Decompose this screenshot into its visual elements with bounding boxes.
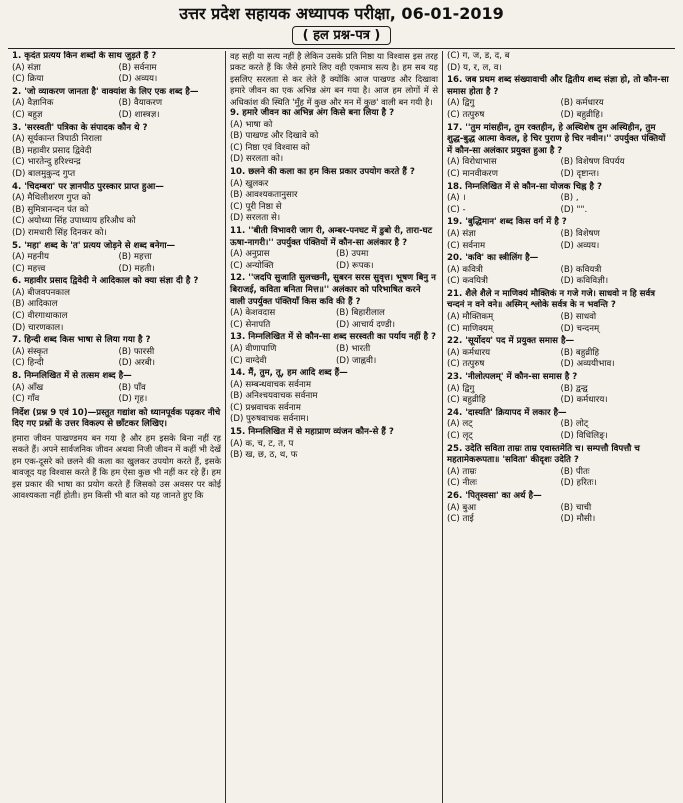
answer-options xyxy=(12,134,221,180)
question-text xyxy=(12,371,221,383)
answer-option: (D) बहुव्रीहि। xyxy=(560,109,604,120)
answer-option: (C) सेनापति xyxy=(230,319,271,330)
answer-option: (A) क, च, ट, त, प xyxy=(230,438,294,449)
answer-options xyxy=(230,439,438,462)
question-item xyxy=(12,371,221,406)
answer-option: (D) गृह। xyxy=(118,394,148,405)
answer-options xyxy=(12,252,221,275)
answer-options xyxy=(447,348,670,371)
answer-option: (D) कर्मधारय। xyxy=(560,395,608,406)
answer-option: (C) माणिक्यम् xyxy=(447,323,493,334)
question-text xyxy=(230,273,438,308)
question-item xyxy=(447,75,670,121)
page-title: उत्तर प्रदेश सहायक अध्यापक परीक्षा, 06-01-2019 xyxy=(179,4,504,23)
answer-option: (A) वीणापाणि xyxy=(230,343,277,354)
answer-option: (B) उपमा xyxy=(336,249,369,260)
answer-option: (D) अव्यय। xyxy=(560,240,600,251)
answer-options xyxy=(447,265,670,288)
answer-option: (B) साधवो xyxy=(560,312,597,323)
answer-option: (B) महावीर प्रसाद द्विवेदी xyxy=(12,145,92,156)
answer-option: (D) सरलता को। xyxy=(230,154,284,165)
answer-options xyxy=(447,312,670,335)
question-item xyxy=(447,289,670,335)
question-text xyxy=(230,427,438,439)
question-number: 15. xyxy=(230,427,246,438)
answer-option: (B) वैयाकरण xyxy=(118,98,163,109)
answer-option: (D) जाह्नवी। xyxy=(336,355,377,366)
question-stem: 'बुद्धिमान' शब्द किस वर्ग में है ? xyxy=(465,217,567,228)
answer-option: (B) पीतः xyxy=(560,466,590,477)
answer-options xyxy=(230,380,438,426)
answer-option: (A) द्विगु xyxy=(447,383,475,394)
question-stem: निम्नलिखित में से तत्सम शब्द है— xyxy=(24,371,132,382)
answer-option: (B) ख, छ, ठ, थ, फ xyxy=(230,450,298,461)
answer-option: (C) सर्वनाम xyxy=(447,240,486,251)
question-item xyxy=(12,123,221,181)
answer-option: (A) सूर्यकान्त त्रिपाठी निराला xyxy=(12,134,103,145)
question-text xyxy=(230,332,438,344)
answer-option: (D) शास्त्रज्ञ। xyxy=(118,109,160,120)
question-text xyxy=(12,51,221,63)
answer-option: (B) भारती xyxy=(336,343,371,354)
question-item xyxy=(230,273,438,331)
answer-option: (B) पाँव xyxy=(118,382,146,393)
column-3 xyxy=(443,51,674,803)
question-stem: कृदंत प्रत्यय किन शब्दों के साथ जुड़ते हैं ? xyxy=(24,51,157,61)
answer-option: (D) बालमुकुन्द गुप्त xyxy=(12,168,76,179)
answer-options xyxy=(230,249,438,272)
question-number: 2. xyxy=(12,86,22,97)
answer-option: (D) य, र, ल, व। xyxy=(447,62,502,73)
answer-option: (C) वाग्देवी xyxy=(230,355,267,366)
question-item xyxy=(447,408,670,443)
question-stem: महावीर प्रसाद द्विवेदी ने आदिकाल को क्या संज्ञा दी है ? xyxy=(24,276,199,287)
answer-option: (A) सम्बन्धवाचक सर्वनाम xyxy=(230,379,312,390)
answer-option: (B) अनिश्चयवाचक सर्वनाम xyxy=(230,391,318,402)
question-number: 18. xyxy=(447,181,463,192)
question-item xyxy=(230,368,438,426)
answer-option: (A) भाषा को xyxy=(230,119,273,130)
answer-option: (D) पुरुषवाचक सर्वनाम। xyxy=(230,414,309,425)
question-stem: ''जदपि सुजाति सुलच्छनी, सुबरन सरस सुवृत्त। भूषण बिनु न बिराजई, कविता बनिता मित्त॥'' अलंकार को परिभाषित करने वाली उपर्युक्त पंक्तियाँ किस कवि की हैं ? xyxy=(230,273,436,307)
answer-option: (C) तत्पुरुष xyxy=(447,109,485,120)
page-header xyxy=(8,4,675,49)
answer-option: (A) अनुप्रास xyxy=(230,249,270,260)
question-text xyxy=(230,108,438,120)
question-stem: ''तुम मांसहीन, तुम रक्तहीन, हे अस्थिशेष तुम अस्थिहीन, तुम शुद्ध-बुद्ध आत्मा केवल, हे चिर पुराण हे चिर नवीन।'' उपर्युक्त पंक्तियों में कौन-सा अलंकार प्रयुक्त हुआ है ? xyxy=(447,122,666,156)
answer-option: (D) महती। xyxy=(118,263,155,274)
question-item xyxy=(447,217,670,252)
question-text xyxy=(230,368,438,380)
answer-option: (A) खुलकर xyxy=(230,178,269,189)
answer-options xyxy=(230,308,438,331)
answer-options xyxy=(230,120,438,166)
passage-text: वह सही या सत्य नहीं है लेकिन उसके प्रति निष्ठा या विश्वास इस तरह प्रकट करते हैं कि जैसे हमारे लिए वही एकमात्र सत्य है। हम सब यह इसलिए सरलता से कर लेते हैं क्योंकि आज पाखण्ड और दिखावा हमारे जीवन का एक अभिन्न अंग बन गया है। आज हम लोगों में से अधिकांश की स्थिति 'मुँह में कुछ और मन में कुछ' वाली बन गयी है। xyxy=(230,51,438,107)
question-stem: छलने की कला का हम किस प्रकार उपयोग करते हैं ? xyxy=(248,167,415,177)
answer-option: (C) प्रश्नवाचक सर्वनाम xyxy=(230,402,301,413)
answer-option: (B) बहुव्रीहि xyxy=(560,347,600,358)
answer-option: (B) चाची xyxy=(560,502,592,513)
answer-option: (A) लट् xyxy=(447,419,473,430)
answer-option: (D) हरितः। xyxy=(560,478,597,489)
question-item xyxy=(12,182,221,240)
answer-option: (C) ग, ज, ड, द, ब xyxy=(447,51,510,61)
answer-option: (D) सरलता से। xyxy=(230,213,281,224)
question-number: 21. xyxy=(447,288,463,299)
question-text xyxy=(447,372,670,384)
passage-text: हमारा जीवन पाखण्डमय बन गया है और हम इसके बिना नहीं रह सकते हैं। अपने सार्वजनिक जीवन अथवा निजी जीवन में कहीं भी देखें हम एक-दूसरे को छलने की कला का खुलकर उपयोग करते हैं, इसके बावजूद यह विश्वास करते हैं कि हम ऐसा कुछ भी नहीं कर रहे हैं। हम इस प्रकार की भाषा का प्रयोग करते हैं जिसको उस अवसर पर कोई आवश्यकता नहीं होती। हम किसी भी बात को यह जानते हुए कि xyxy=(12,433,221,501)
answer-option: (B) पाखण्ड और दिखावे को xyxy=(230,131,319,142)
question-stem: 'जो व्याकरण जानता है' वाक्यांश के लिए एक शब्द है— xyxy=(24,86,199,97)
answer-option: (B) फारसी xyxy=(118,346,155,357)
question-item xyxy=(447,491,670,526)
answer-option: (B) , xyxy=(560,193,579,204)
answer-option: (A) विरोधाभास xyxy=(447,157,497,168)
question-text xyxy=(447,217,670,229)
question-text xyxy=(12,335,221,347)
question-number: 7. xyxy=(12,335,22,346)
answer-option: (B) सर्वनाम xyxy=(118,62,157,73)
question-item xyxy=(230,427,438,462)
answer-option: (D) विधिलिङ्। xyxy=(560,431,608,441)
question-stem: 'चिदम्बरा' पर ज्ञानपीठ पुरस्कार प्राप्त हुआ— xyxy=(24,181,164,192)
question-text xyxy=(447,75,670,98)
question-number: 24. xyxy=(447,407,463,418)
question-stem: 'पितृस्वसा' का अर्थ है— xyxy=(465,490,542,501)
question-text xyxy=(447,289,670,312)
instruction-note: निर्देश (प्रश्न 9 एवं 10)—प्रस्तुत गद्यांश को ध्यानपूर्वक पढ़कर नीचे दिए गए प्रश्नों के उत्तर विकल्प से छाँटकर लिखिए। xyxy=(12,407,221,430)
answer-option: (C) अन्योक्ति xyxy=(230,260,274,271)
question-item xyxy=(12,335,221,370)
question-number: 12. xyxy=(230,273,246,284)
question-stem: हमारे जीवन का अभिन्न अंग किसे बना लिया है ? xyxy=(242,108,395,119)
question-item xyxy=(12,51,221,86)
answer-options xyxy=(12,383,221,406)
answer-option: (B) आदिकाल xyxy=(12,299,58,310)
answer-option: (C) अयोध्या सिंह उपाध्याय हरिऔध को xyxy=(12,216,136,227)
question-number: 1. xyxy=(12,51,22,61)
question-item xyxy=(447,253,670,288)
question-number: 25. xyxy=(447,443,463,454)
answer-option: (B) महत्ता xyxy=(118,252,152,263)
question-stem: उदेति सविता ताम्रः ताम्र एवास्तमेति च। सम्पत्तौ विपत्तौ च महतामेकरूपता॥ 'सविता' कीदृशः उदेति ? xyxy=(447,443,640,466)
question-item xyxy=(230,108,438,166)
answer-option: (A) आँख xyxy=(12,382,44,393)
answer-option: (B) विशेषण विपर्यय xyxy=(560,157,625,168)
answer-option: (B) कर्मधारय xyxy=(560,98,604,109)
question-item xyxy=(447,182,670,217)
question-number: 13. xyxy=(230,332,246,343)
answer-option: (A) ताम्रः xyxy=(447,466,477,477)
answer-option: (A) मौक्तिकम् xyxy=(447,312,494,323)
question-stem: निम्नलिखित में से कौन-सा योजक चिह्न है ? xyxy=(465,181,602,192)
answer-option: (D) मौसी। xyxy=(560,514,596,525)
answer-option: (C) भारतेन्दु हरिश्चन्द्र xyxy=(12,157,81,168)
answer-options xyxy=(447,98,670,121)
answer-option: (A) द्विगु xyxy=(447,98,475,109)
question-stem: जब प्रथम शब्द संख्यावाची और द्वितीय शब्द संज्ञा हो, तो कौन-सा समास होता है ? xyxy=(447,75,669,97)
question-number: 11. xyxy=(230,225,246,236)
question-item xyxy=(447,336,670,371)
question-stem: 'दास्यति' क्रियापद में लकार है— xyxy=(465,407,567,418)
question-item xyxy=(12,276,221,334)
column-1 xyxy=(8,51,226,803)
answer-option: (C) बहुव्रीहि xyxy=(447,395,486,406)
answer-option: (D) आचार्य दण्डी। xyxy=(336,319,395,330)
answer-option: (D) रामधारी सिंह दिनकर को। xyxy=(12,227,107,238)
question-stem: ''बीती विभावरी जाग री, अम्बर-पनघट में डुबो री, तारा-घट ऊषा-नागरी।'' उपर्युक्त पंक्तियों में कौन-सा अलंकार है ? xyxy=(230,225,433,248)
question-number: 4. xyxy=(12,181,22,192)
answer-options xyxy=(447,229,670,252)
answer-options xyxy=(447,384,670,407)
question-text xyxy=(230,167,438,179)
answer-option: (A) संस्कृत xyxy=(12,346,48,357)
page-subtitle: ( हल प्रश्न-पत्र ) xyxy=(292,26,392,45)
answer-option: (C) पूरी निष्ठा से xyxy=(230,201,282,212)
question-item xyxy=(230,167,438,225)
answer-option: (C) लृट् xyxy=(447,431,473,441)
answer-option: (A) संज्ञा xyxy=(447,228,476,239)
answer-options xyxy=(230,344,438,367)
question-item xyxy=(447,51,670,74)
answer-option: (D) "". xyxy=(560,204,588,215)
question-text xyxy=(447,408,670,420)
answer-option: (D) कविविज्ञी। xyxy=(560,276,609,287)
question-number: 9. xyxy=(230,108,240,119)
question-number: 17. xyxy=(447,122,463,133)
answer-option: (A) संज्ञा xyxy=(12,62,41,73)
answer-option: (A) कवित्री xyxy=(447,264,483,275)
question-number: 6. xyxy=(12,276,22,287)
answer-options xyxy=(12,63,221,86)
answer-option: (C) कवयित्री xyxy=(447,276,488,287)
question-item xyxy=(230,226,438,272)
answer-option: (A) महनीय xyxy=(12,252,49,263)
question-item xyxy=(447,123,670,181)
question-stem: शैले शैले न माणिक्यं मौक्तिकं न गजे गजे। साधवो न हि सर्वत्र चन्दनं न वने वने॥ अस्मिन् श्लोके सर्वत्र के न भवन्ति ? xyxy=(447,288,656,311)
question-text xyxy=(12,123,221,135)
question-stem: हिन्दी शब्द किस भाषा से लिया गया है ? xyxy=(24,335,151,346)
answer-option: (A) कर्मधारय xyxy=(447,347,491,358)
answer-option: (C) निष्ठा एवं विश्वास को xyxy=(230,142,310,153)
question-number: 19. xyxy=(447,217,463,228)
answer-option: (A) बुआ xyxy=(447,502,477,513)
answer-options xyxy=(12,193,221,239)
answer-option: (D) रूपक। xyxy=(336,260,374,271)
answer-options xyxy=(447,157,670,180)
answer-option: (C) हिन्दी xyxy=(12,358,44,369)
question-number: 8. xyxy=(12,371,22,382)
question-number: 10. xyxy=(230,167,246,177)
question-stem: 'नीलोत्पलम्' में कौन-सा समास है ? xyxy=(465,372,578,383)
question-number: 16. xyxy=(447,75,463,86)
question-text xyxy=(447,182,670,194)
question-text xyxy=(230,226,438,249)
answer-option: (C) तत्पुरुष xyxy=(447,359,485,370)
answer-option: (C) महत्त्व xyxy=(12,263,46,274)
question-number: 26. xyxy=(447,490,463,501)
answer-option: (D) चन्दनम् xyxy=(560,323,600,334)
question-text xyxy=(447,336,670,348)
question-text xyxy=(12,182,221,194)
answer-options xyxy=(447,51,670,74)
question-item xyxy=(230,332,438,367)
question-item xyxy=(12,241,221,276)
question-text xyxy=(447,444,670,467)
answer-options xyxy=(12,98,221,121)
answer-option: (A) बीजवपनकाल xyxy=(12,287,70,298)
column-2 xyxy=(226,51,443,803)
question-number: 22. xyxy=(447,336,463,347)
answer-option: (C) ताई xyxy=(447,514,474,525)
answer-option: (C) गाँव xyxy=(12,394,40,405)
question-stem: 'कवि' का स्त्रीलिंग है— xyxy=(465,253,539,264)
answer-option: (D) चारणकाल। xyxy=(12,322,64,333)
answer-option: (D) अरबी। xyxy=(118,358,156,369)
answer-option: (B) द्वन्द्व xyxy=(560,383,588,394)
answer-options xyxy=(12,347,221,370)
answer-option: (D) अव्ययीभाव। xyxy=(560,359,615,370)
answer-options xyxy=(447,503,670,526)
question-stem: निम्नलिखित में से कौन-सा शब्द सरस्वती का पर्याय नहीं है ? xyxy=(248,332,437,343)
question-text xyxy=(12,276,221,288)
question-columns xyxy=(8,51,675,803)
answer-option: (B) कवियत्री xyxy=(560,264,602,275)
answer-options xyxy=(447,467,670,490)
answer-option: (A) मैथिलीशरण गुप्त को xyxy=(12,193,91,204)
question-text xyxy=(12,87,221,99)
question-item xyxy=(12,87,221,122)
answer-option: (A) । xyxy=(447,193,466,204)
question-number: 5. xyxy=(12,240,22,251)
question-number: 20. xyxy=(447,253,463,264)
answer-options xyxy=(230,179,438,225)
answer-option: (B) बिहारीलाल xyxy=(336,308,385,319)
answer-option: (C) मानवीकरण xyxy=(447,168,498,179)
question-text xyxy=(12,241,221,253)
question-stem: मैं, तुम, तू, हम आदि शब्द हैं— xyxy=(248,368,348,379)
answer-option: (C) - xyxy=(447,204,466,215)
answer-option: (A) केशवदास xyxy=(230,308,276,319)
header-divider xyxy=(8,48,675,49)
question-text xyxy=(447,253,670,265)
answer-option: (C) नीलः xyxy=(447,478,477,489)
answer-options xyxy=(12,288,221,334)
answer-option: (C) बहुज्ञ xyxy=(12,109,43,120)
answer-option: (B) विशेषण xyxy=(560,228,600,239)
answer-option: (C) वीरगाथाकाल xyxy=(12,311,68,322)
question-text xyxy=(447,491,670,503)
answer-option: (A) वैज्ञानिक xyxy=(12,98,54,109)
question-number: 3. xyxy=(12,122,22,133)
question-number: 14. xyxy=(230,368,246,379)
answer-option: (B) आवश्यकतानुसार xyxy=(230,190,298,201)
answer-options xyxy=(447,193,670,216)
answer-options xyxy=(447,419,670,442)
question-stem: 'महा' शब्द के 'त' प्रत्यय जोड़ने से शब्द बनेगा— xyxy=(24,240,176,251)
answer-option: (D) अव्यय। xyxy=(118,74,158,85)
question-stem: 'सूर्योदय' पद में प्रयुक्त समास है— xyxy=(465,336,575,347)
question-text xyxy=(447,123,670,158)
question-stem: निम्नलिखित में से महाप्राण व्यंजन कौन-से हैं ? xyxy=(248,427,394,438)
answer-option: (D) दृष्टान्त। xyxy=(560,168,600,179)
answer-option: (B) सुमित्रानन्दन पंत को xyxy=(12,204,89,215)
answer-option: (C) क्रिया xyxy=(12,74,44,85)
question-item xyxy=(447,444,670,490)
answer-option: (B) लोट् xyxy=(560,419,589,430)
question-stem: 'सरस्वती' पत्रिका के संपादक कौन थे ? xyxy=(24,122,148,133)
question-item xyxy=(447,372,670,407)
question-number: 23. xyxy=(447,372,463,383)
